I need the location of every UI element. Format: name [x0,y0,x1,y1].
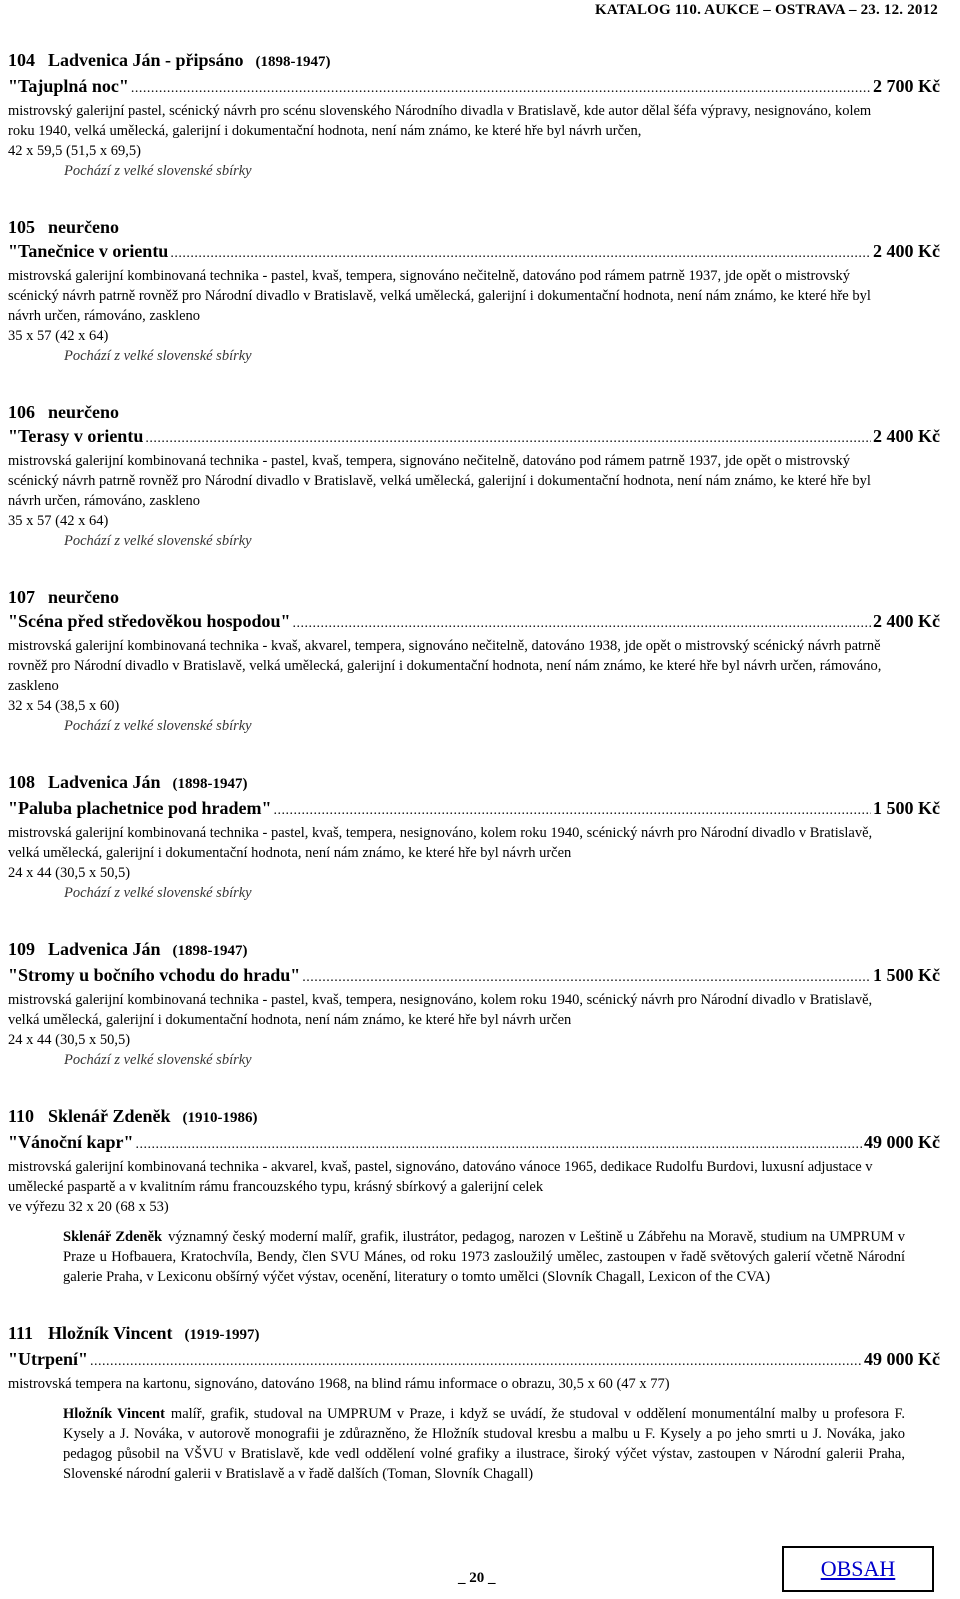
lot-heading [8,48,940,74]
artist-bio-name: Sklenář Zdeněk [63,1229,163,1245]
lot-dimensions: 24 x 44 (30,5 x 50,5) [8,1032,131,1048]
lot-price: 1 500 Kč [873,965,940,985]
lot-description: mistrovská galerijní kombinovaná technika - pastel, kvaš, tempera, signováno nečitelně, datováno pod rámem patrně 1937, jde opět o mistrovský scénický návrh patrně rovněž pro Národní divadlo v Bratislavě, velká umělecká, galerijní i dokumentační hodnota, není nám známo, ke které hře byl návrh určen, rámováno, zaskleno [8,453,871,509]
leader-dots [274,799,871,823]
lot-dimensions: 42 x 59,5 (51,5 x 69,5) [8,143,141,159]
lot-heading [8,215,940,239]
artist-bio [63,1404,905,1484]
lot-price: 49 000 Kč [864,1132,940,1152]
lot-description: mistrovská galerijní kombinovaná technika - kvaš, akvarel, tempera, signováno nečitelně, datováno 1938, jde opět o mistrovský scénický návrh patrně rovněž pro Národní divadlo v Bratislavě, velká umělecká, galerijní i dokumentační hodnota, není nám známo, ke které hře byl návrh určen, rámováno, zaskleno [8,638,882,694]
lot-author: Ladvenica Ján - připsáno [48,50,244,70]
lot-title-line [8,1347,940,1374]
lot-title: "Tanečnice v orientu [8,241,169,261]
lot-author-years: (1919-1997) [184,1327,260,1343]
page-number: _ 20 _ [458,1570,496,1586]
lot-author-years: (1898-1947) [172,943,248,959]
lot-item [8,585,940,736]
lot-origin: Pochází z velké slovenské sbírky [64,533,252,549]
lot-price: 1 500 Kč [873,798,940,818]
lot-description: mistrovský galerijní pastel, scénický návrh pro scénu slovenského Národního divadla v Bratislavě, kde autor dělal šéfa výpravy, nesignováno, kolem roku 1940, velká umělecká, galerijní i dokumentační hodnota, není nám známo, ke které hře byl návrh určen, [8,103,872,139]
lot-author: neurčeno [48,402,119,422]
lot-title-line [8,424,940,451]
artist-bio-name: Hložník Vincent [63,1406,165,1422]
lot-price: 2 700 Kč [873,76,940,96]
lot-heading [8,1321,940,1347]
lot-item [8,400,940,551]
lot-origin: Pochází z velké slovenské sbírky [64,885,252,901]
lot-title-line [8,1130,940,1157]
lot-origin: Pochází z velké slovenské sbírky [64,718,252,734]
lot-title: "Tajuplná noc" [8,76,129,96]
lot-dimensions: ve výřezu 32 x 20 (68 x 53) [8,1199,169,1215]
lot-number: 104 [8,50,35,70]
lot-number: 110 [8,1106,35,1126]
leader-dots [131,77,871,101]
lot-author: neurčeno [48,587,119,607]
lot-heading [8,770,940,796]
lot-title-line [8,74,940,101]
lot-author: Sklenář Zdeněk [48,1106,171,1126]
lot-list [8,48,940,1518]
lot-item [8,1104,940,1287]
lot-author: Ladvenica Ján [48,772,161,792]
leader-dots [145,427,871,451]
lot-item [8,215,940,366]
lot-origin: Pochází z velké slovenské sbírky [64,163,252,179]
lot-item [8,770,940,903]
leader-dots [136,1133,862,1157]
lot-author-years: (1910-1986) [182,1110,258,1126]
lot-dimensions: 35 x 57 (42 x 64) [8,513,109,529]
lot-dimensions: 35 x 57 (42 x 64) [8,328,109,344]
lot-title-line [8,609,940,636]
lot-title: "Vánoční kapr" [8,1132,134,1152]
lot-number: 111 [8,1323,34,1343]
artist-bio-text: významný český moderní malíř, grafik, ilustrátor, pedagog, narozen v Leštině u Zábřehu na Moravě, studium na UMPRUM v Praze u Hofbauera, Kratochvíla, Bendy, člen SVU Mánes, od roku 1973 zasloužilý umělec, zastoupen v řadě světových galerií včetně Národní galerie Praha, v Lexiconu obšírný výčet výstav, ocenění, literatury o tomto umělci (Slovník Chagall, Lexicon of the CVA) [63,1229,905,1285]
lot-author-years: (1898-1947) [172,776,248,792]
lot-number: 105 [8,217,35,237]
lot-title-line [8,963,940,990]
artist-bio-text: malíř, grafik, studoval na UMPRUM v Praze, i když se uvádí, že studoval v oddělení monumentální malby u profesora F. Kysely a J. Nováka, v autorově monografii je zdůrazněno, že Hložník studoval kresbu a malbu u F. Kysely a po jeho smrti u J. Nováka, jako pedagog působil na VŠVU v Bratislavě, kde vedl oddělení volné grafiky a ilustrace, široký výčet výstav, zastoupen v Národní galerii Praha, Slovenské národní galerii v Bratislavě a v řadě dalších (Toman, Slovník Chagall) [63,1406,906,1482]
lot-origin: Pochází z velké slovenské sbírky [64,1052,252,1068]
contents-link[interactable]: OBSAH [782,1546,934,1592]
catalog-header: KATALOG 110. AUKCE – OSTRAVA – 23. 12. 2012 [595,2,938,18]
lot-title: "Terasy v orientu [8,426,144,446]
lot-price: 49 000 Kč [864,1349,940,1369]
lot-description: mistrovská galerijní kombinovaná technika - pastel, kvaš, tempera, signováno nečitelně, datováno pod rámem patrně 1937, jde opět o mistrovský scénický návrh patrně rovněž pro Národní divadlo v Bratislavě, velká umělecká, galerijní i dokumentační hodnota, není nám známo, ke které hře byl návrh určen, rámováno, zaskleno [8,268,871,324]
lot-number: 107 [8,587,35,607]
lot-price: 2 400 Kč [873,611,940,631]
leader-dots [302,966,871,990]
lot-title: "Scéna před středověkou hospodou" [8,611,291,631]
lot-price: 2 400 Kč [873,426,940,446]
lot-heading [8,585,940,609]
lot-item [8,937,940,1070]
lot-number: 106 [8,402,35,422]
lot-dimensions: 32 x 54 (38,5 x 60) [8,698,120,714]
lot-item [8,1321,940,1484]
artist-bio [63,1227,905,1287]
lot-author: Ladvenica Ján [48,939,161,959]
lot-origin: Pochází z velké slovenské sbírky [64,348,252,364]
lot-heading [8,937,940,963]
lot-item [8,48,940,181]
lot-dimensions: 24 x 44 (30,5 x 50,5) [8,865,131,881]
leader-dots [90,1350,862,1374]
lot-title: "Paluba plachetnice pod hradem" [8,798,272,818]
lot-title-line [8,796,940,823]
leader-dots [293,612,871,636]
lot-title: "Stromy u bočního vchodu do hradu" [8,965,301,985]
lot-title: "Utrpení" [8,1349,88,1369]
lot-author-years: (1898-1947) [255,54,331,70]
lot-title-line [8,239,940,266]
lot-author: neurčeno [48,217,119,237]
lot-description: mistrovská galerijní kombinovaná technika - pastel, kvaš, tempera, nesignováno, kolem roku 1940, scénický návrh pro Národní divadlo v Bratislavě, velká umělecká, galerijní i dokumentační hodnota, není nám známo, ke které hře byl návrh určen [8,992,873,1028]
leader-dots [170,242,871,266]
lot-heading [8,400,940,424]
lot-number: 109 [8,939,35,959]
lot-number: 108 [8,772,35,792]
lot-price: 2 400 Kč [873,241,940,261]
lot-description: mistrovská galerijní kombinovaná technika - pastel, kvaš, tempera, nesignováno, kolem roku 1940, scénický návrh pro Národní divadlo v Bratislavě, velká umělecká, galerijní i dokumentační hodnota, není nám známo, ke které hře byl návrh určen [8,825,873,861]
lot-author: Hložník Vincent [48,1323,173,1343]
lot-description: mistrovská galerijní kombinovaná technika - akvarel, kvaš, pastel, signováno, datováno vánoce 1965, dedikace Rudolfu Burdovi, luxusní adjustace v umělecké paspartě a v kvalitním rámu francouzského typu, krásný sbírkový a galerijní celek [8,1159,873,1195]
lot-heading [8,1104,940,1130]
lot-description: mistrovská tempera na kartonu, signováno, datováno 1968, na blind rámu informace o obrazu, 30,5 x 60 (47 x 77) [8,1376,670,1392]
